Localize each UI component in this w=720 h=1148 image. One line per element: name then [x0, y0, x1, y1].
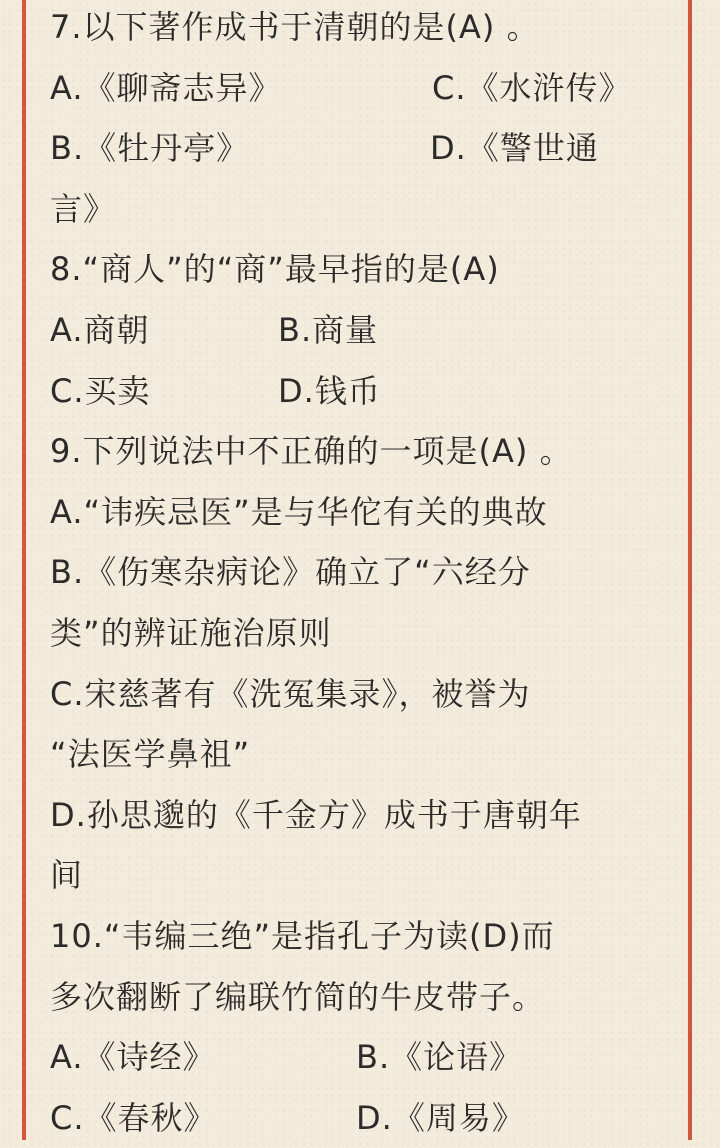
question-7-stem: 7.以下著作成书于清朝的是(A) 。 [50, 8, 540, 46]
question-9-option-b: B.《伤寒杂病论》确立了“六经分 [50, 553, 531, 592]
question-7-option-row-1 [50, 58, 680, 119]
question-8-option-a: A.商朝 [50, 310, 150, 349]
question-7-option-b: B.《牡丹亭》 [50, 129, 250, 168]
left-red-border [22, 0, 26, 1140]
question-7-option-d-continued: 言》 [50, 189, 117, 228]
question-10-option-row-1 [50, 1027, 680, 1088]
question-10-option-row-2 [50, 1088, 680, 1148]
question-10-option-a: A.《诗经》 [50, 1038, 216, 1077]
question-7-option-d: D.《警世通 [430, 129, 599, 168]
question-10-stem-continued: 多次翻断了编联竹简的牛皮带子。 [50, 977, 546, 1016]
question-8-stem: 8.“商人”的“商”最早指的是(A) [50, 250, 500, 289]
question-9-option-b-continued: 类”的辨证施治原则 [50, 613, 332, 652]
question-9-option-d: D.孙思邈的《千金方》成书于唐朝年 [50, 795, 582, 834]
question-9-option-c-continued: “法医学鼻祖” [50, 735, 251, 774]
question-10-option-b: B.《论语》 [356, 1038, 523, 1077]
question-7-option-row-2 [50, 118, 680, 179]
question-7-option-c: C.《水浒传》 [432, 68, 632, 107]
question-8-option-b: B.商量 [278, 310, 379, 349]
question-9-option-a: A.“讳疾忌医”是与华佗有关的典故 [50, 492, 548, 531]
question-7-option-a: A.《聊斋志异》 [50, 68, 282, 107]
question-10-option-c: C.《春秋》 [50, 1098, 217, 1137]
right-red-border [688, 0, 692, 1140]
question-10-stem: 10.“韦编三绝”是指孔子为读(D)而 [50, 916, 555, 955]
question-10-option-d: D.《周易》 [356, 1098, 525, 1137]
question-8-option-row-2 [50, 361, 680, 422]
question-9-option-d-continued: 间 [50, 856, 84, 895]
question-8-option-row-1 [50, 300, 680, 361]
question-7-option-row-3 [50, 179, 680, 240]
quiz-content [50, 0, 680, 1148]
question-8-option-d: D.钱币 [278, 371, 381, 410]
question-9-option-c: C.宋慈著有《洗冤集录》，被誉为 [50, 674, 531, 713]
question-9-stem: 9.下列说法中不正确的一项是(A) 。 [50, 432, 573, 471]
question-8-option-c: C.买卖 [50, 371, 151, 410]
